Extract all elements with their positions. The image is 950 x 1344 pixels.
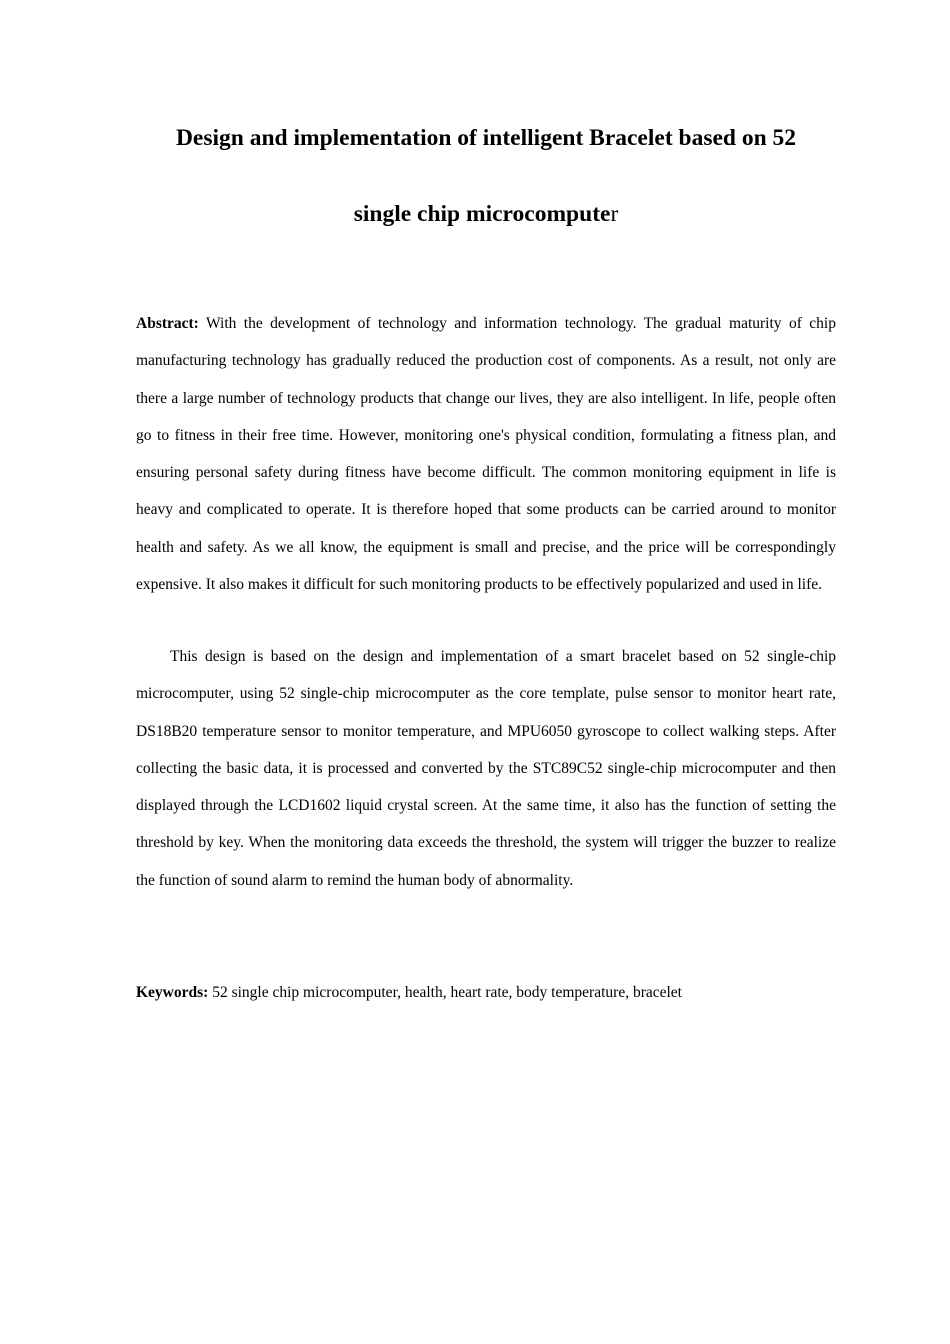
title-line-1: Design and implementation of intelligent Bracelet based on 52 xyxy=(175,125,797,151)
abstract-text: With the development of technology and information technology. The gradual maturity of chip manufacturing technology has gradually reduced the production cost of components. As a result, not only are there a large number of technology products that change our lives, they are also intelligent. In life, people often go to fitness in their free time. However, monitoring one's physical condition, formulating a fitness plan, and ensuring personal safety during fitness have become difficult. The common monitoring equipment in life is heavy and complicated to operate. It is therefore hoped that some products can be carried around to monitor health and safety. As we all know, the equipment is small and precise, and the price will be correspondingly expensive. It also makes it difficult for such monitoring products to be effectively popularized and used in life. xyxy=(136,315,836,594)
title-line-2 xyxy=(120,199,852,229)
title-line-2-main: single chip microcompute xyxy=(353,201,611,227)
abstract-label: Abstract: xyxy=(136,315,199,332)
keywords-line xyxy=(136,974,836,1011)
title-line-2-tail: r xyxy=(610,201,619,227)
keywords-label: Keywords: xyxy=(136,984,209,1001)
keywords-text: 52 single chip microcomputer, health, heart rate, body temperature, bracelet xyxy=(212,984,682,1001)
design-paragraph: This design is based on the design and implementation of a smart bracelet based on 52 single-chip microcomputer, using 52 single-chip microcomputer as the core template, pulse sensor to monitor heart rate, DS18B20 temperature sensor to monitor temperature, and MPU6050 gyroscope to collect walking steps. After collecting the basic data, it is processed and converted by the STC89C52 single-chip microcomputer and then displayed through the LCD1602 liquid crystal screen. At the same time, it also has the function of setting the threshold by key. When the monitoring data exceeds the threshold, the system will trigger the buzzer to realize the function of sound alarm to remind the human body of abnormality. xyxy=(136,648,836,889)
abstract-paragraph xyxy=(136,305,836,603)
